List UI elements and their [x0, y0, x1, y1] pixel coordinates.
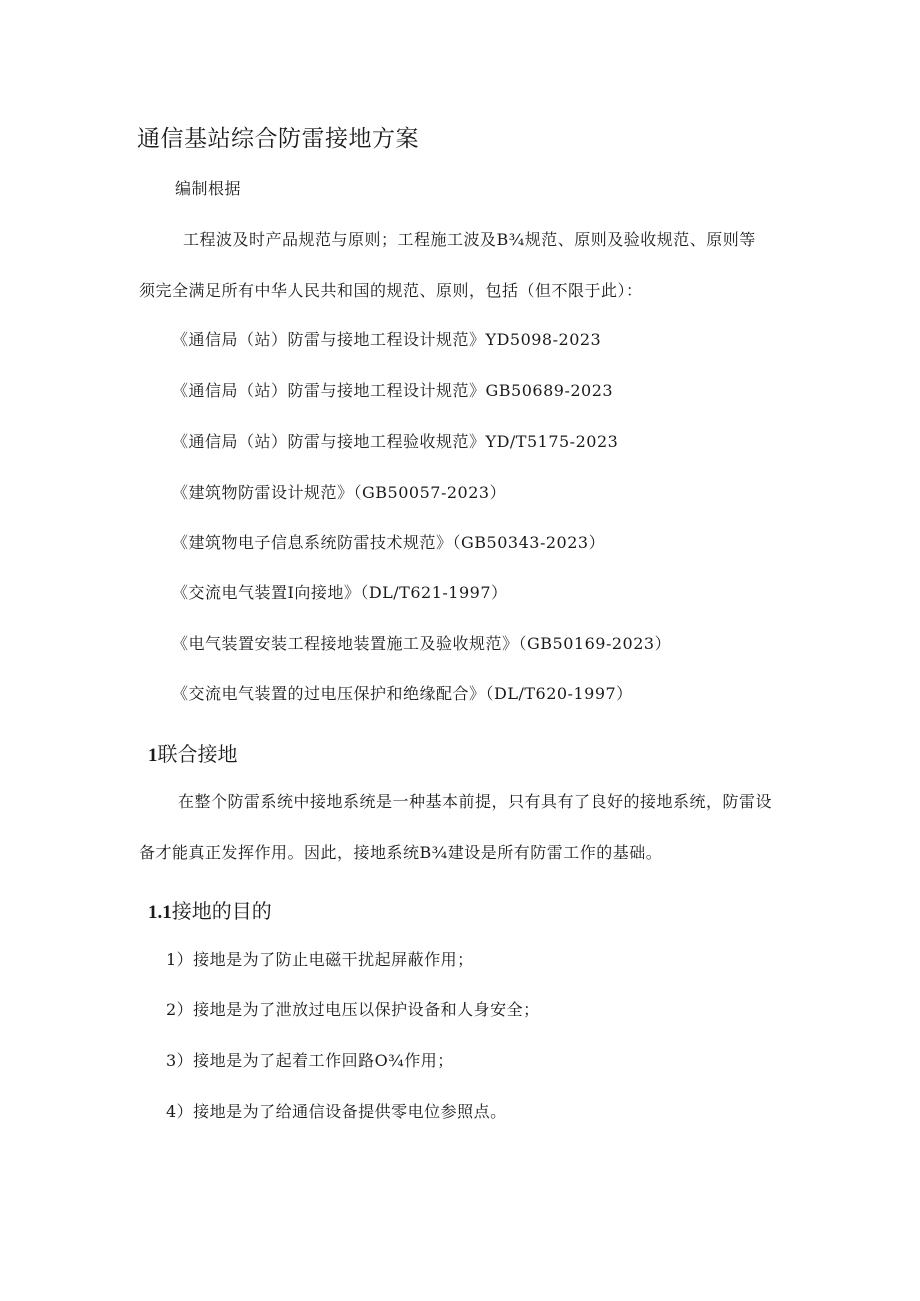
basis-text-line-1: 工程波及时产品规范与原则；工程施工波及B¾规范、原则及验收规范、原则等: [183, 230, 756, 249]
document-title: 通信基站综合防雷接地方案: [137, 126, 419, 152]
purpose-list-item: 1）接地是为了防止电磁干扰起屏蔽作用；: [166, 950, 474, 969]
section-1-heading: [148, 741, 238, 769]
standard-item: 《通信局（站）防雷与接地工程验收规范》YD/T5175-2023: [172, 432, 619, 451]
standard-item: 《交流电气装置Ⅰ向接地》（DL/T621-1997）: [172, 583, 508, 602]
section-1-1-heading: [148, 898, 272, 926]
purpose-list-item: 4）接地是为了给通信设备提供零电位参照点。: [166, 1102, 507, 1121]
section-1-1-title: 接地的目的: [171, 899, 272, 923]
standard-item: 《电气装置安装工程接地装置施工及验收规范》（GB50169-2023）: [172, 634, 672, 653]
section-1-para-line-1: 在整个防雷系统中接地系统是一种基本前提，只有具有了良好的接地系统，防雷设: [178, 792, 773, 811]
purpose-list-item: 2）接地是为了泄放过电压以保护设备和人身安全；: [166, 1000, 540, 1019]
standard-item: 《交流电气装置的过电压保护和绝缘配合》（DL/T620-1997）: [172, 684, 633, 703]
standard-item: 《建筑物防雷设计规范》（GB50057-2023）: [172, 483, 507, 502]
section-1-number: 1: [148, 745, 158, 766]
standard-item: 《建筑物电子信息系统防雷技术规范》（GB50343-2023）: [172, 533, 606, 552]
basis-text-line-2: 须完全满足所有中华人民共和国的规范、原则，包括（但不限于此）：: [139, 281, 643, 300]
basis-heading: 编制根据: [175, 179, 242, 198]
section-1-title: 联合接地: [157, 742, 238, 766]
section-1-1-number: 1.1: [148, 902, 172, 923]
section-1-para-line-2: 备才能真正发挥作用。因此，接地系统B¾建设是所有防雷工作的基础。: [139, 843, 663, 862]
purpose-list-item: 3）接地是为了起着工作回路O¾作用；: [166, 1051, 454, 1070]
standard-item: 《通信局（站）防雷与接地工程设计规范》YD5098-2023: [172, 330, 602, 349]
standard-item: 《通信局（站）防雷与接地工程设计规范》GB50689-2023: [172, 381, 614, 400]
